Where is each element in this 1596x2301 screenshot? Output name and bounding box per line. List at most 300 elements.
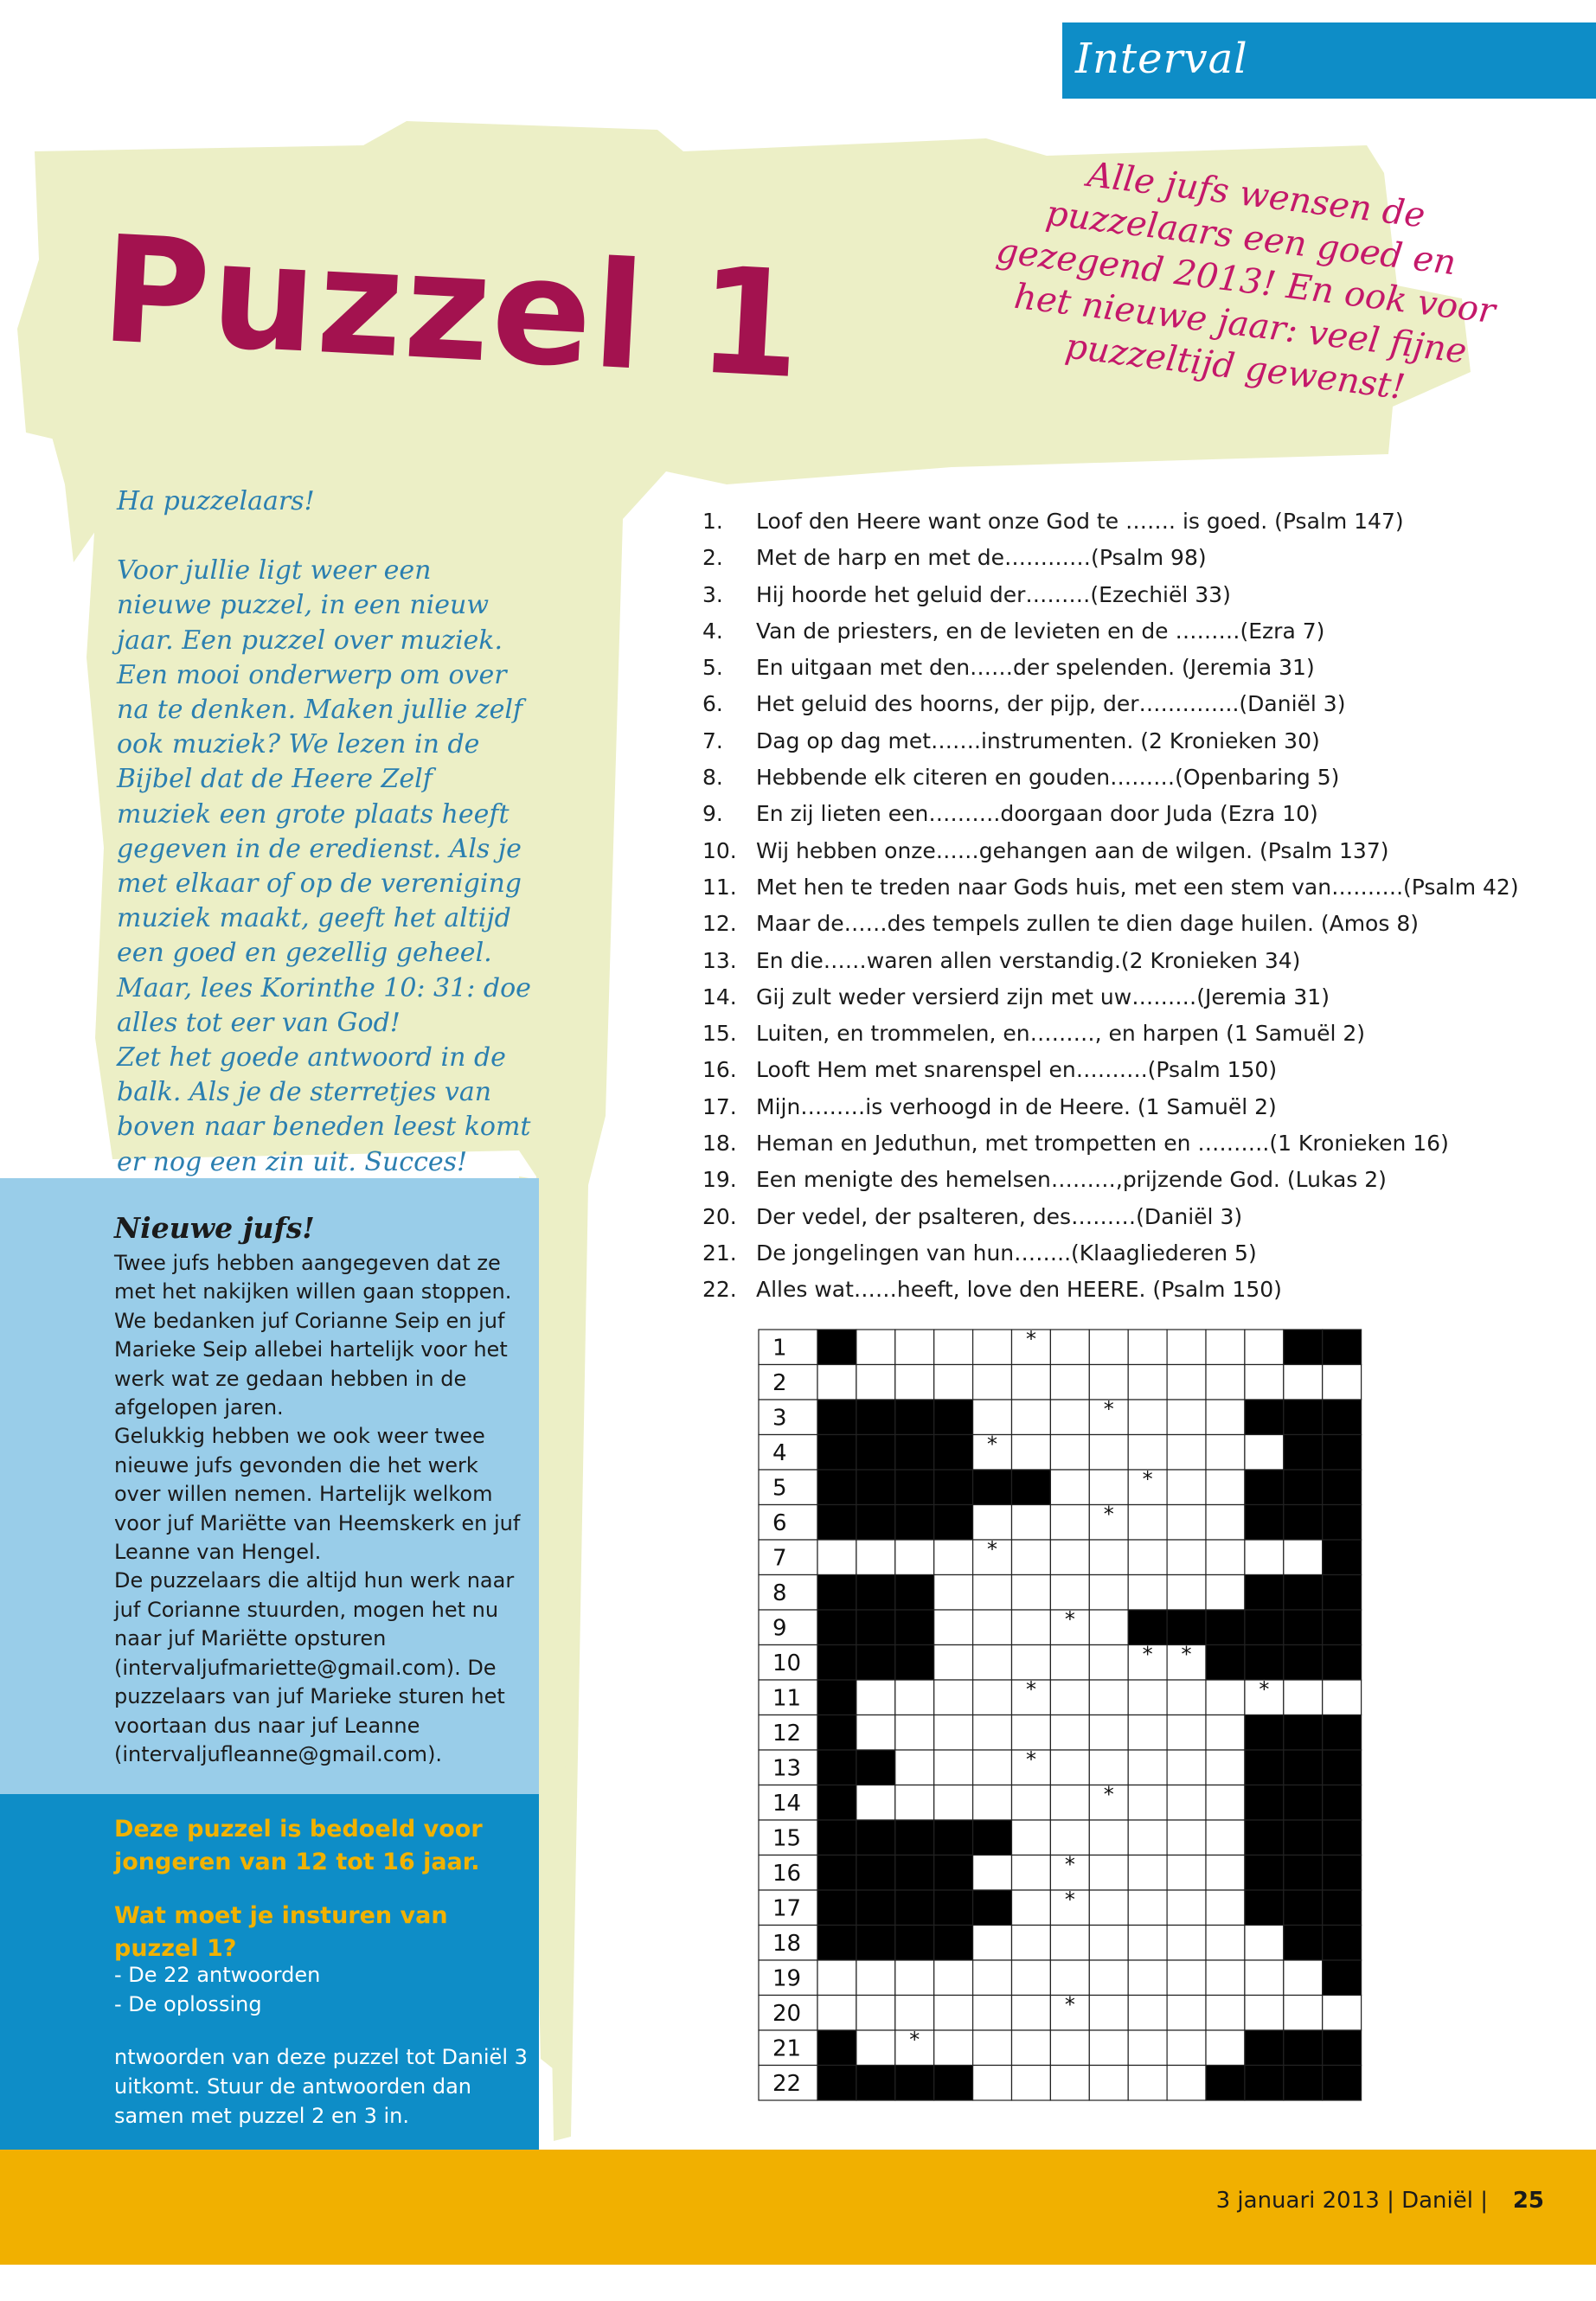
grid-cell[interactable] [934,1330,973,1365]
grid-cell[interactable] [1089,2030,1128,2066]
grid-cell[interactable] [1284,1365,1323,1400]
grid-cell[interactable] [1128,1996,1167,2031]
grid-cell[interactable] [1089,1540,1128,1575]
grid-cell[interactable] [1089,1960,1128,1996]
grid-cell[interactable] [1284,1996,1323,2031]
row-label: 4 [772,1440,787,1466]
grid-cell[interactable] [973,2066,1012,2101]
grid-block [1245,1715,1284,1751]
star-marker: * [1064,1852,1075,1877]
grid-cell[interactable] [1050,1400,1089,1435]
grid-cell[interactable] [1128,1575,1167,1611]
grid-cell[interactable] [1284,1960,1323,1996]
submit-heading: Wat moet je insturen van puzzel 1? [114,1902,448,1962]
grid-cell[interactable] [1012,1365,1051,1400]
grid-block [1245,1750,1284,1785]
grid-cell[interactable] [1206,1856,1245,1891]
grid-cell[interactable] [1323,1365,1362,1400]
grid-block [856,1856,895,1891]
star-marker: * [1064,1992,1075,2017]
grid-cell[interactable] [1206,1926,1245,1961]
grid-cell[interactable] [1128,1330,1167,1365]
star-marker: * [987,1432,998,1457]
grid-block [1323,1435,1362,1471]
grid-cell[interactable] [1206,2030,1245,2066]
grid-cell[interactable] [1012,1645,1051,1681]
grid-cell[interactable] [973,1505,1012,1541]
grid-cell[interactable] [856,2030,895,2066]
grid-cell[interactable] [1167,1926,1206,1961]
grid-cell[interactable] [856,1680,895,1715]
grid-cell[interactable] [934,1715,973,1751]
grid-block [1323,1960,1362,1996]
grid-cell[interactable] [1206,1575,1245,1611]
grid-block [1284,1400,1323,1435]
grid-cell[interactable] [1050,1330,1089,1365]
star-marker: * [1103,1502,1114,1527]
grid-cell[interactable] [1128,2066,1167,2101]
grid-cell[interactable] [817,1996,856,2031]
grid-cell[interactable] [1012,1926,1051,1961]
grid-cell[interactable] [1050,1540,1089,1575]
row-label: 15 [772,1825,802,1852]
grid-cell[interactable] [973,1400,1012,1435]
grid-cell[interactable] [1089,1926,1128,1961]
grid-cell[interactable] [1012,1400,1051,1435]
grid-cell[interactable] [934,1996,973,2031]
star-marker: * [909,2028,920,2052]
grid-cell[interactable] [1245,1330,1284,1365]
star-marker: * [1025,1327,1036,1351]
clue-text: Luiten, en trommelen, en………, en harpen (1 Samuël 2) [756,1021,1366,1047]
grid-block [934,1820,973,1856]
grid-cell[interactable] [1167,2030,1206,2066]
grid-cell[interactable] [1128,1856,1167,1891]
grid-cell[interactable] [1167,1785,1206,1821]
grid-cell[interactable] [973,1610,1012,1645]
greeting-message: Alle jufs wensen de puzzelaars een goed en gezegend 2013! En ook voor het nieuwe jaar: veel fijne puzzeltijd gewenst! [994,154,1497,408]
grid-block [1284,1645,1323,1681]
grid-cell[interactable] [1206,1470,1245,1505]
grid-cell[interactable] [1050,1680,1089,1715]
grid-cell[interactable] [1012,2030,1051,2066]
grid-cell[interactable] [1245,1365,1284,1400]
grid-block [817,2030,856,2066]
grid-block [817,2066,856,2101]
row-label: 6 [772,1510,787,1536]
grid-cell[interactable] [1167,1680,1206,1715]
grid-cell[interactable] [1012,1610,1051,1645]
grid-block [1245,1856,1284,1891]
grid-block [856,2066,895,2101]
audience-text: Deze puzzel is bedoeld voor jongeren van 12 tot 16 jaar. [114,1816,483,1875]
grid-cell[interactable] [1012,1856,1051,1891]
grid-cell[interactable] [1012,1540,1051,1575]
grid-cell[interactable] [973,1856,1012,1891]
grid-block [856,1505,895,1541]
clue-number: 6. [702,691,723,717]
grid-cell[interactable] [856,1960,895,1996]
row-label: 3 [772,1405,787,1432]
row-label: 12 [772,1721,802,1747]
grid-cell[interactable] [1089,1470,1128,1505]
clue-text: De jongelingen van hun……..(Klaagliederen 5) [756,1240,1257,1266]
grid-cell[interactable] [934,2030,973,2066]
grid-cell[interactable] [973,1960,1012,1996]
row-label: 2 [772,1370,787,1396]
clue-text: Maar de……des tempels zullen te dien dage huilen. (Amos 8) [756,911,1419,937]
grid-block [817,1435,856,1471]
clue-number: 7. [702,727,723,753]
grid-cell[interactable] [973,1785,1012,1821]
grid-cell[interactable] [934,1785,973,1821]
grid-cell[interactable] [1245,1435,1284,1471]
grid-block [1245,1470,1284,1505]
grid-block [1245,1610,1284,1645]
grid-cell[interactable] [895,1960,934,1996]
grid-cell[interactable] [1206,1890,1245,1926]
grid-block [1206,1645,1245,1681]
submit-note: ntwoorden van deze puzzel tot Daniël 3 uitkomt. Stuur de antwoorden dan samen met puzzel 2 en 3 in. [114,2045,528,2128]
grid-cell[interactable] [1128,1400,1167,1435]
grid-cell[interactable] [973,1680,1012,1715]
grid-block [856,1926,895,1961]
grid-block [1284,1856,1323,1891]
row-label: 5 [772,1475,787,1502]
clue-text: Met hen te treden naar Gods huis, met een stem van……….(Psalm 42) [756,874,1519,900]
grid-block [895,1926,934,1961]
grid-cell[interactable] [1050,1435,1089,1471]
grid-cell[interactable] [895,1750,934,1785]
grid-cell[interactable] [817,1540,856,1575]
grid-block [1323,1645,1362,1681]
grid-cell[interactable] [1284,1540,1323,1575]
grid-cell[interactable] [1050,1960,1089,1996]
grid-cell[interactable] [856,1365,895,1400]
grid-cell[interactable] [1128,1365,1167,1400]
grid-block [856,1890,895,1926]
grid-cell[interactable] [856,1715,895,1751]
grid-cell[interactable] [1167,1330,1206,1365]
grid-cell[interactable] [934,1960,973,1996]
grid-cell[interactable] [1128,1540,1167,1575]
grid-block [1323,1926,1362,1961]
intro-body: Voor jullie ligt weer een nieuwe puzzel, in een nieuw jaar. Een puzzel over muziek. Een mooi onderwerp om over na te denken. Maken jullie zelf ook muziek? We lezen in de Bijbel dat de Heere Zelf muziek een grote plaats heeft gegeven in de eredienst. Als je met elkaar of op de vereniging muziek maakt, geeft het altijd een goed en gezellig geheel. Maar, lees Korinthe 10: 31: doe alles tot eer van God! [117,555,531,1038]
grid-cell[interactable] [1167,1575,1206,1611]
grid-cell[interactable] [1089,1435,1128,1471]
grid-cell[interactable] [1050,2030,1089,2066]
grid-cell[interactable] [1167,1750,1206,1785]
clue-number: 20. [702,1203,737,1229]
grid-block [895,1856,934,1891]
star-marker: * [1103,1782,1114,1807]
grid-cell[interactable] [1050,1750,1089,1785]
grid-cell[interactable] [1284,1680,1323,1715]
grid-cell[interactable] [856,1330,895,1365]
grid-block [856,1820,895,1856]
grid-block [973,1470,1012,1505]
grid-cell[interactable] [1206,1505,1245,1541]
grid-cell[interactable] [1167,1715,1206,1751]
grid-cell[interactable] [1167,1400,1206,1435]
grid-cell[interactable] [1206,1680,1245,1715]
grid-cell[interactable] [1012,1575,1051,1611]
grid-cell[interactable] [1206,1715,1245,1751]
clue-number: 18. [702,1131,737,1157]
grid-cell[interactable] [1206,1365,1245,1400]
star-marker: * [987,1537,998,1561]
grid-cell[interactable] [1206,1996,1245,2031]
grid-block [1245,1505,1284,1541]
grid-cell[interactable] [1128,1680,1167,1715]
grid-cell[interactable] [1050,1645,1089,1681]
grid-cell[interactable] [934,1575,973,1611]
grid-cell[interactable] [1012,1435,1051,1471]
grid-cell[interactable] [973,1996,1012,2031]
grid-cell[interactable] [817,1365,856,1400]
grid-cell[interactable] [973,1926,1012,1961]
grid-cell[interactable] [1128,1715,1167,1751]
grid-cell[interactable] [1050,1820,1089,1856]
row-label: 22 [772,2071,802,2097]
grid-cell[interactable] [1167,1996,1206,2031]
grid-cell[interactable] [1167,1470,1206,1505]
submit-item: - De oplossing [114,1992,262,2016]
grid-cell[interactable] [1012,1785,1051,1821]
grid-cell[interactable] [1012,1820,1051,1856]
grid-block [1284,1750,1323,1785]
grid-cell[interactable] [1167,1365,1206,1400]
grid-cell[interactable] [1128,2030,1167,2066]
grid-cell[interactable] [1128,1820,1167,1856]
grid-cell[interactable] [1089,1330,1128,1365]
grid-cell[interactable] [1245,1996,1284,2031]
grid-block [1012,1470,1051,1505]
star-marker: * [1064,1607,1075,1631]
grid-cell[interactable] [934,1750,973,1785]
grid-block [895,1470,934,1505]
grid-block [817,1470,856,1505]
row-label: 17 [772,1895,802,1922]
clue-text: En die……waren allen verstandig.(2 Kronieken 34) [756,947,1301,973]
grid-cell[interactable] [1245,1926,1284,1961]
grid-block [895,1400,934,1435]
grid-cell[interactable] [1050,1715,1089,1751]
grid-cell[interactable] [895,1785,934,1821]
grid-cell[interactable] [1089,1750,1128,1785]
grid-cell[interactable] [895,1680,934,1715]
grid-cell[interactable] [1128,1505,1167,1541]
grid-cell[interactable] [1323,1996,1362,2031]
star-marker: * [1142,1642,1153,1667]
grid-block [1323,1330,1362,1365]
grid-cell[interactable] [1167,1540,1206,1575]
grid-block [817,1680,856,1715]
clue-number: 19. [702,1167,737,1193]
grid-cell[interactable] [1206,1435,1245,1471]
clue-number: 15. [702,1021,737,1047]
page-number: 25 [1512,2188,1544,2214]
grid-cell[interactable] [856,1996,895,2031]
clue-number: 8. [702,765,723,791]
page-footer [0,2150,1596,2265]
grid-cell[interactable] [1089,2066,1128,2101]
row-label-cell [759,1505,817,1541]
row-label: 20 [772,2001,802,2027]
grid-cell[interactable] [934,1645,973,1681]
grid-block [1284,1820,1323,1856]
grid-cell[interactable] [973,1575,1012,1611]
grid-cell[interactable] [1012,1960,1051,1996]
grid-cell[interactable] [1206,1960,1245,1996]
grid-cell[interactable] [1089,1365,1128,1400]
grid-cell[interactable] [1050,2066,1089,2101]
grid-cell[interactable] [1167,1505,1206,1541]
grid-cell[interactable] [1128,1435,1167,1471]
grid-cell[interactable] [1089,1820,1128,1856]
grid-cell[interactable] [1167,1820,1206,1856]
clue-text: Mijn………is verhoogd in de Heere. (1 Samuël 2) [756,1093,1277,1119]
clue-text: Een menigte des hemelsen………,prijzende God. (Lukas 2) [756,1167,1387,1193]
grid-cell[interactable] [1167,1856,1206,1891]
grid-block [817,1400,856,1435]
grid-cell[interactable] [973,1715,1012,1751]
intro-salutation: Ha puzzelaars! [117,486,315,516]
grid-cell[interactable] [1245,1540,1284,1575]
grid-cell[interactable] [1089,1575,1128,1611]
grid-cell[interactable] [973,1645,1012,1681]
clue-number: 17. [702,1093,737,1119]
grid-cell[interactable] [1206,1330,1245,1365]
grid-cell[interactable] [1050,1470,1089,1505]
grid-block [895,1610,934,1645]
grid-cell[interactable] [1128,1750,1167,1785]
grid-block [895,1890,934,1926]
clue-text: Het geluid des hoorns, der pijp, der…………..(Daniël 3) [756,691,1346,717]
grid-block [856,1400,895,1435]
grid-block [817,1645,856,1681]
grid-cell[interactable] [1012,2066,1051,2101]
grid-cell[interactable] [1245,1960,1284,1996]
grid-cell[interactable] [1050,1575,1089,1611]
grid-cell[interactable] [1050,1505,1089,1541]
grid-cell[interactable] [1167,2066,1206,2101]
grid-cell[interactable] [895,1540,934,1575]
grid-block [817,1890,856,1926]
grid-cell[interactable] [1206,1750,1245,1785]
grid-cell[interactable] [856,1785,895,1821]
grid-block [1284,1715,1323,1751]
grid-cell[interactable] [1128,1926,1167,1961]
grid-block [895,1435,934,1471]
clue-number: 1. [702,509,723,534]
grid-cell[interactable] [973,2030,1012,2066]
grid-cell[interactable] [1012,1890,1051,1926]
grid-cell[interactable] [1167,1960,1206,1996]
grid-block [1284,1435,1323,1471]
grid-cell[interactable] [934,1365,973,1400]
grid-block [1284,2066,1323,2101]
grid-cell[interactable] [973,1330,1012,1365]
star-marker: * [1025,1677,1036,1702]
grid-cell[interactable] [934,1680,973,1715]
grid-cell[interactable] [1089,1645,1128,1681]
grid-cell[interactable] [934,1540,973,1575]
grid-block [1284,1890,1323,1926]
grid-cell[interactable] [1089,1996,1128,2031]
grid-block [1284,2030,1323,2066]
grid-cell[interactable] [973,1365,1012,1400]
grid-cell[interactable] [1128,1785,1167,1821]
clue-number: 22. [702,1277,737,1303]
grid-cell[interactable] [1167,1435,1206,1471]
star-marker: * [1142,1467,1153,1491]
grid-cell[interactable] [1050,1785,1089,1821]
grid-cell[interactable] [973,1750,1012,1785]
grid-cell[interactable] [1206,1785,1245,1821]
page-title: Puzzel 1 [97,204,807,413]
grid-cell[interactable] [856,1540,895,1575]
submit-item: - De 22 antwoorden [114,1963,321,1987]
grid-cell[interactable] [1012,1996,1051,2031]
clue-number: 5. [702,655,723,681]
grid-cell[interactable] [1167,1890,1206,1926]
grid-block [1284,1785,1323,1821]
grid-block [934,2066,973,2101]
grid-cell[interactable] [817,1960,856,1996]
grid-cell[interactable] [1206,1820,1245,1856]
grid-block [1323,1820,1362,1856]
grid-block [1245,1400,1284,1435]
grid-cell[interactable] [1128,1890,1167,1926]
row-label-cell [759,1435,817,1471]
grid-cell[interactable] [1012,1505,1051,1541]
grid-cell[interactable] [1089,1610,1128,1645]
clue-text: Der vedel, der psalteren, des………(Daniël 3) [756,1203,1243,1229]
row-label-cell [759,1470,817,1505]
grid-block [1245,1645,1284,1681]
grid-block [895,1505,934,1541]
grid-cell[interactable] [934,1610,973,1645]
clue-text: Van de priesters, en de levieten en de ………(Ezra 7) [756,618,1325,644]
grid-block [817,1820,856,1856]
grid-cell[interactable] [895,1365,934,1400]
grid-cell[interactable] [895,1715,934,1751]
news-paragraph: De puzzelaars die altijd hun werk naar juf Corianne stuurden, mogen het nu naar juf Mariëtte opsturen (intervaljufmariette@gmail.com). De puzzelaars van juf Marieke sturen het voortaan dus naar juf Leanne (intervaljufleanne@gmail.com). [114,1568,515,1766]
grid-cell[interactable] [895,1996,934,2031]
grid-cell[interactable] [1323,1680,1362,1715]
star-marker: * [1259,1677,1270,1702]
grid-cell[interactable] [1089,1890,1128,1926]
grid-block [817,1575,856,1611]
grid-cell[interactable] [1128,1960,1167,1996]
grid-cell[interactable] [1089,1680,1128,1715]
grid-cell[interactable] [1206,1400,1245,1435]
grid-cell[interactable] [1050,1926,1089,1961]
grid-cell[interactable] [1089,1856,1128,1891]
grid-block [856,1610,895,1645]
clue-text: Hij hoorde het geluid der………(Ezechiël 33) [756,581,1231,607]
grid-block [1206,1610,1245,1645]
grid-cell[interactable] [1050,1365,1089,1400]
grid-cell[interactable] [1012,1715,1051,1751]
row-label: 14 [772,1791,802,1817]
grid-block [856,1645,895,1681]
grid-cell[interactable] [895,1330,934,1365]
grid-cell[interactable] [1089,1715,1128,1751]
row-label: 19 [772,1965,802,1992]
grid-cell[interactable] [1206,1540,1245,1575]
